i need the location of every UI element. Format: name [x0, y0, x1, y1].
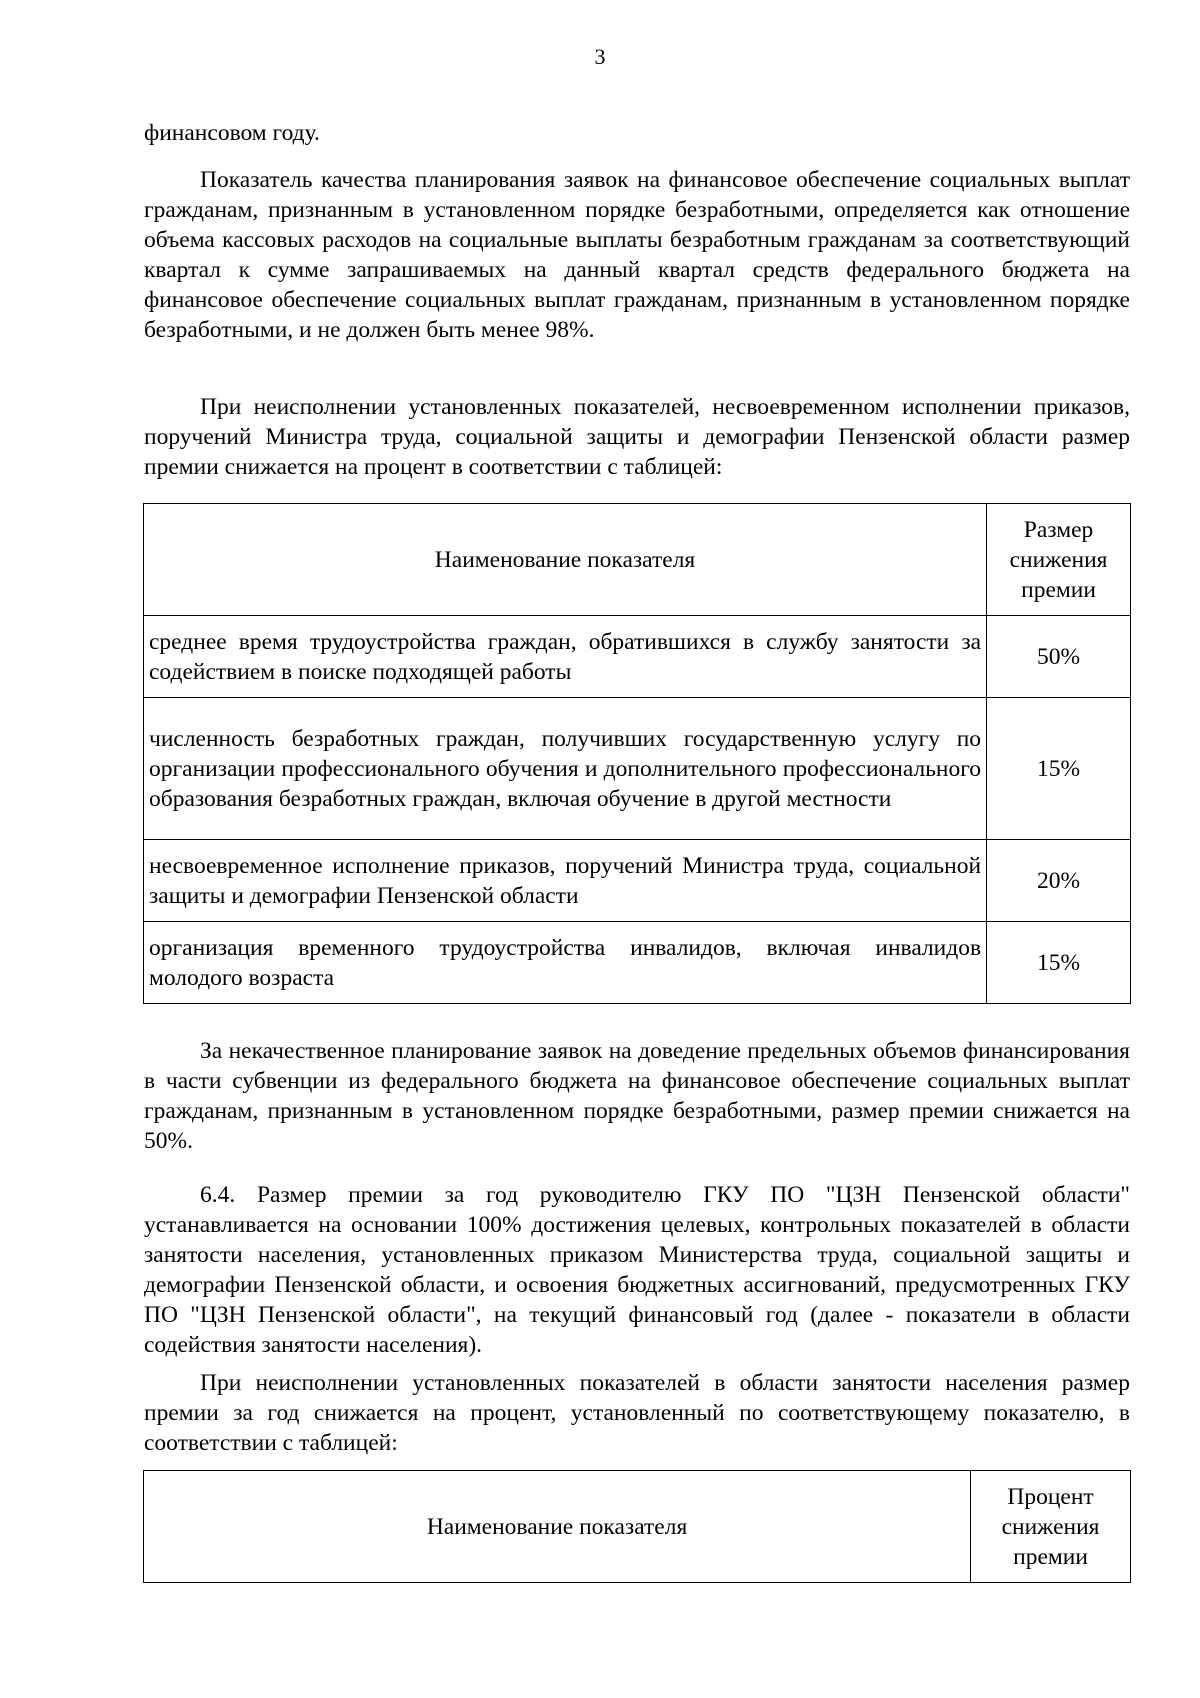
column-header-indicator: Наименование показателя: [144, 504, 987, 616]
indicator-cell: среднее время трудоустройства граждан, обратившихся в службу занятости за содействием в поиске подходящей работы: [144, 616, 987, 698]
paragraph-text: При неисполнении установленных показателей, несвоевременном исполнении приказов, поручений Министра труда, социальной защиты и демографии Пензенской области размер премии снижается на процент в соответствии с таблицей:: [144, 394, 1130, 480]
table-row: [144, 698, 1131, 840]
paragraph-text: Показатель качества планирования заявок на финансовое обеспечение социальных выплат гражданам, признанным в установленном порядке безработными, определяется как отношение объема кассовых расходов на социальные выплаты безработным гражданам за соответствующий квартал к сумме запрашиваемых на данный квартал средств федерального бюджета на финансовое обеспечение социальных выплат гражданам, признанным в установленном порядке безработными, и не должен быть менее 98%.: [144, 167, 1130, 343]
table-row: [144, 616, 1131, 698]
reduction-cell: 50%: [987, 616, 1131, 698]
paragraph-quality-indicator: [144, 165, 1130, 345]
indicator-cell: несвоевременное исполнение приказов, поручений Министра труда, социальной защиты и демографии Пензенской области: [144, 840, 987, 922]
table-header-row: [144, 504, 1131, 616]
paragraph-table1-intro: [144, 392, 1130, 482]
page-number: 3: [594, 44, 606, 69]
column-header-indicator: Наименование показателя: [144, 1471, 971, 1583]
paragraph-table2-intro: [144, 1368, 1130, 1458]
indicator-cell: организация временного трудоустройства инвалидов, включая инвалидов молодого возраста: [144, 922, 987, 1004]
reduction-cell: 15%: [987, 922, 1131, 1004]
column-header-reduction: Размер снижения премии: [987, 504, 1131, 616]
table-row: [144, 840, 1131, 922]
paragraph-text: 6.4. Размер премии за год руководителю ГКУ ПО "ЦЗН Пензенской области" устанавливается на основании 100% достижения целевых, контрольных показателей в области занятости населения, установленных приказом Министерства труда, социальной защиты и демографии Пензенской области, и освоения бюджетных ассигнований, предусмотренных ГКУ ПО "ЦЗН Пензенской области", на текущий финансовый год (далее - показатели в области содействия занятости населения).: [144, 1182, 1130, 1358]
paragraph-text: За некачественное планирование заявок на доведение предельных объемов финансирования в части субвенции из федерального бюджета на финансовое обеспечение социальных выплат гражданам, признанным в установленном порядке безработными, размер премии снижается на 50%.: [144, 1038, 1130, 1154]
reduction-cell: 15%: [987, 698, 1131, 840]
table-header-row: [144, 1471, 1131, 1583]
bonus-reduction-table: [143, 503, 1131, 1004]
indicator-cell: численность безработных граждан, получивших государственную услугу по организации профессионального обучения и дополнительного профессионального образования безработных граждан, включая обучение в другой местности: [144, 698, 987, 840]
annual-bonus-reduction-table: [143, 1470, 1131, 1583]
paragraph-continuation: [144, 118, 1130, 148]
reduction-cell: 20%: [987, 840, 1131, 922]
table-row: [144, 922, 1131, 1004]
column-header-percent: Процент снижения премии: [971, 1471, 1131, 1583]
paragraph-section-6-4: [144, 1180, 1130, 1360]
paragraph-text: При неисполнении установленных показателей в области занятости населения размер премии за год снижается на процент, установленный по соответствующему показателю, в соответствии с таблицей:: [144, 1370, 1130, 1456]
paragraph-text: финансовом году.: [144, 120, 320, 146]
paragraph-planning-penalty: [144, 1036, 1130, 1156]
